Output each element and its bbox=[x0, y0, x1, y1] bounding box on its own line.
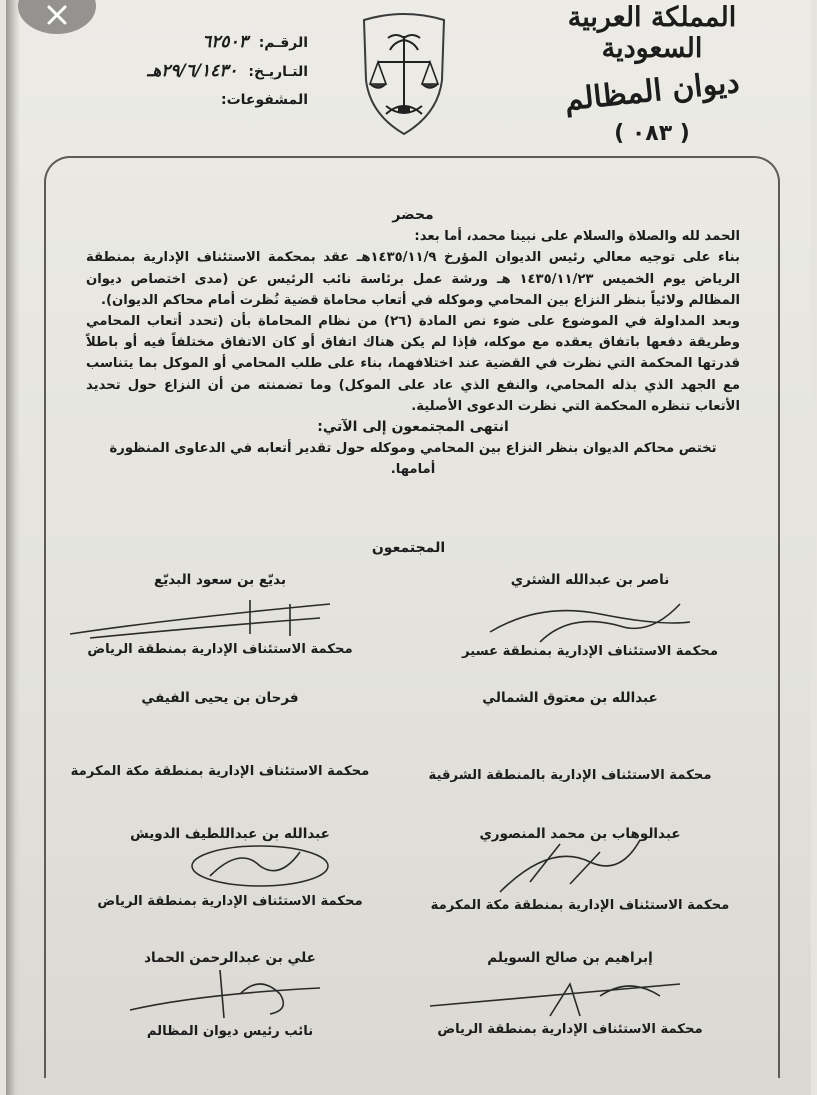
signatory-name: عبدالوهاب بن محمد المنصوري bbox=[479, 826, 681, 842]
ref-label: الرقـم: bbox=[258, 35, 308, 51]
participants-heading: المجتمعون bbox=[371, 540, 446, 556]
reference-block bbox=[118, 28, 308, 114]
signatory-block bbox=[430, 826, 730, 913]
signatory-name: فرحان بن يحيى الفيفي bbox=[141, 690, 299, 706]
ref-line bbox=[118, 28, 308, 57]
conclusion-heading: انتهى المجتمعون إلى الآتي: bbox=[317, 419, 509, 436]
signatory-name: عبدالله بن معتوق الشمالي bbox=[482, 690, 658, 706]
handwritten-signature bbox=[430, 966, 690, 1026]
signatory-name: إبراهيم بن صالح السويلم bbox=[487, 950, 653, 966]
document-title: محضر bbox=[392, 207, 434, 223]
signatory-court: نائب رئيس ديوان المظالم bbox=[146, 1024, 314, 1039]
signatory-court: محكمة الاستئناف الإدارية بمنطقة الرياض bbox=[97, 894, 363, 909]
signatory-block bbox=[70, 572, 370, 657]
kingdom-name: المملكة العربية السعودية bbox=[567, 2, 737, 64]
minutes-body bbox=[86, 205, 740, 481]
document-code: ( ٠٨٣ ) bbox=[614, 121, 690, 146]
signatory-block bbox=[440, 572, 740, 659]
ref-value: ٦٢٥٠٣ bbox=[202, 32, 248, 52]
attachments-label: المشفوعات: bbox=[220, 92, 308, 108]
date-value: ٢٩/٦/١٤٣٠هـ bbox=[147, 61, 238, 81]
attachments-line bbox=[118, 86, 308, 114]
signatory-block bbox=[70, 690, 370, 779]
signatory-name: علي بن عبدالرحمن الحماد bbox=[144, 950, 316, 966]
signatory-name: ناصر بن عبدالله الشثري bbox=[510, 572, 670, 588]
letterhead bbox=[517, 0, 787, 146]
date-line bbox=[118, 57, 308, 86]
handwritten-signature bbox=[120, 964, 340, 1024]
diwan-name: ديوان المظالم bbox=[562, 64, 742, 119]
signatory-court-line bbox=[420, 768, 720, 783]
signatory-name: بديّع بن سعود البديّع bbox=[153, 572, 287, 588]
signatory-block bbox=[420, 690, 720, 764]
date-label: التـاريـخ: bbox=[248, 64, 308, 80]
signatory-court: محكمة الاستئناف الإدارية بمنطقة الرياض bbox=[87, 642, 353, 657]
signatory-court: محكمة الاستئناف الإدارية بمنطقة الرياض bbox=[437, 1022, 703, 1037]
signatory-block bbox=[80, 826, 380, 909]
handwritten-signature bbox=[150, 836, 330, 896]
context-paragraph: بناء على توجيه معالي رئيس الديوان المؤرخ ١٤٣٥/١١/٩هـ عقد بمحكمة الاستئناف الإدارية بمنطقة الرياض يوم الخميس ١٤٣٥/١١/٢٣ هـ ورشة عمل برئاسة نائب الرئيس عن (مدى اختصاص ديوان المظالم ولائياً بنظر النزاع بين المحامي وموكله في أتعاب محاماة قضية نُظرت أمام محاكم الديوان). bbox=[86, 250, 740, 308]
opening-paragraph: الحمد لله والصلاة والسلام على نبينا محمد، أما بعد: bbox=[414, 229, 740, 245]
signatory-court: محكمة الاستئناف الإدارية بمنطقة مكة المكرمة bbox=[430, 898, 730, 913]
signatory-court: محكمة الاستئناف الإدارية بمنطقة مكة المكرمة bbox=[70, 764, 370, 779]
handwritten-signature bbox=[70, 594, 340, 644]
signatory-block bbox=[80, 950, 380, 1039]
close-icon bbox=[46, 4, 68, 26]
handwritten-signature bbox=[480, 592, 700, 652]
signatory-court: محكمة الاستئناف الإدارية بمنطقة عسير bbox=[462, 644, 718, 659]
conclusion-text: تختص محاكم الديوان بنظر النزاع بين المحامي وموكله حول تقدير أتعابه في الدعاوى المنظورة أمامها. bbox=[109, 441, 717, 478]
signatory-block bbox=[420, 950, 720, 1037]
scales-sword-palm-emblem-icon bbox=[358, 10, 450, 138]
signatory-court: محكمة الاستئناف الإدارية بالمنطقة الشرقية bbox=[428, 768, 712, 783]
signatory-name: عبدالله بن عبداللطيف الدويش bbox=[130, 826, 330, 842]
deliberation-paragraph: وبعد المداولة في الموضوع على ضوء نص المادة (٢٦) من نظام المحاماة بأن (تحدد أتعاب المحامي وطريقة دفعها باتفاق يعقده مع موكله، فإذا لم يكن هناك اتفاق أو كان الاتفاق مختلفاً فيه أو باطلاً قدرتها المحكمة التي نظرت في القضية عند اختلافهما، بناء على طلب المحامي أو الموكل بما يتناسب مع الجهد الذي بذله المحامي، والنفع الذي عاد على الموكل) وما تضمنته من أن النزاع حول تحديد الأتعاب تنظره المحكمة التي نظرت الدعوى الأصلية. bbox=[86, 314, 740, 414]
handwritten-signature bbox=[490, 832, 650, 902]
